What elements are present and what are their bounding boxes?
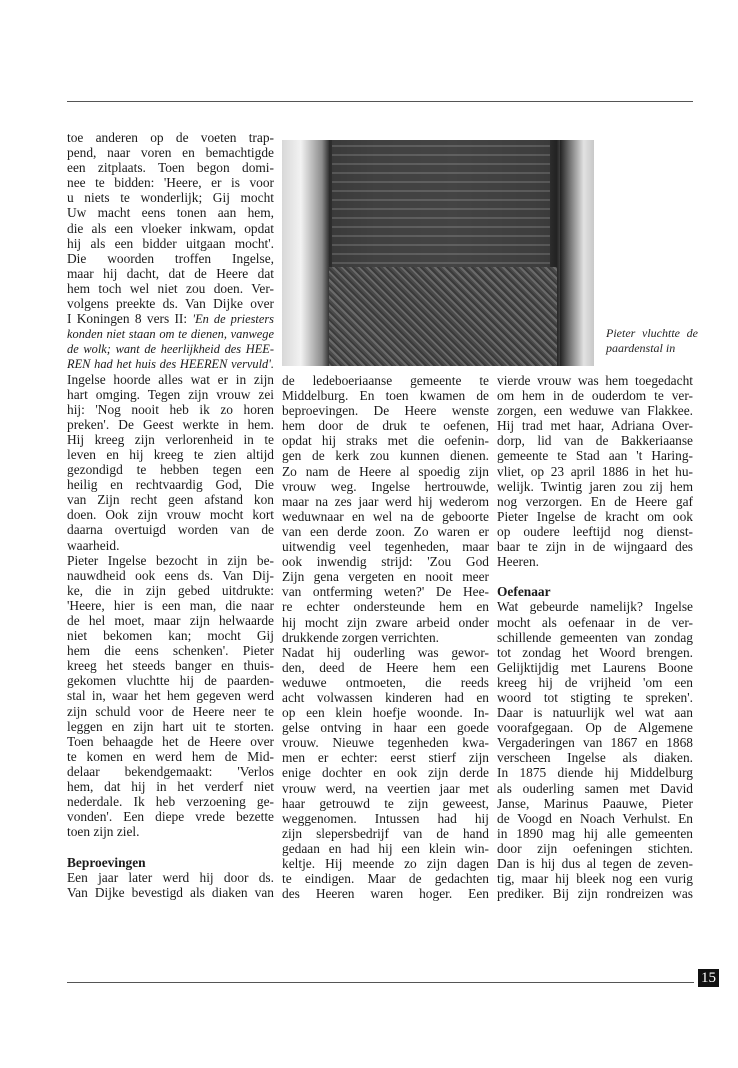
top-rule [67, 101, 693, 102]
line-text: keltje. Hij meende zo zijn dagen [282, 856, 489, 871]
scripture-quote: konden niet staan om te dienen, vanwege [67, 327, 274, 342]
text-line [67, 145, 274, 160]
line-text: dorp, lid van de Bakkeriaanse [497, 433, 693, 449]
line-text: daarna overtuigd worden van de [67, 522, 274, 538]
line-text: hij als een bidder uitgaan mocht'. [67, 235, 274, 251]
line-text: Zo nam de Heere al spoedig zijn [282, 463, 489, 479]
photo-caption [606, 326, 698, 356]
line-text: waarheid. [67, 537, 120, 553]
scripture-quote: REN had het huis des HEEREN vervuld'. [67, 357, 274, 372]
text-line [282, 781, 489, 796]
text-line [497, 645, 693, 660]
line-text: beproevingen. De Heere wenste [282, 403, 489, 419]
text-line [282, 690, 489, 705]
line-text: Een jaar later werd hij door ds. [67, 869, 274, 885]
line-text: haar getrouwd te zijn geweest, [282, 795, 489, 811]
text-line [497, 871, 693, 886]
line-text: de ledeboeriaanse gemeente te [282, 373, 489, 388]
line-text: preken'. De Geest werkte in hem. [67, 416, 274, 432]
text-line [67, 553, 274, 568]
line-text: Pieter Ingelse de kracht om ook [497, 508, 693, 524]
text-line [67, 643, 274, 658]
line-text: Daar is natuurlijk wel wat aan [497, 705, 693, 721]
text-line [497, 750, 693, 765]
stable-floor [326, 267, 557, 366]
line-text: Die woorden troffen Ingelse, [67, 250, 274, 266]
line-text: pend, naar voren en bemachtigde [67, 145, 274, 161]
line-text: verscheen Ingelse als diaken. [497, 750, 693, 766]
text-line [67, 568, 274, 583]
text-line [282, 660, 489, 675]
text-line [67, 507, 274, 522]
line-text: Oefenaar [497, 584, 551, 600]
text-line [67, 613, 274, 628]
text-line [497, 886, 693, 901]
text-line [67, 462, 274, 477]
line-text: Van Dijke bevestigd als diaken van [67, 884, 274, 900]
line-text: door zijn oefeningen stichten. [497, 840, 693, 856]
line-text: in 1890 mag hij alle gemeenten [497, 825, 693, 841]
line-text: volgens preekte ds. Van Dijke over [67, 296, 274, 312]
line-text: tig, maar hij bleek nog een vurig [497, 871, 693, 887]
line-text: vonden'. Een diepe vrede bezette [67, 809, 274, 825]
text-line [497, 388, 693, 403]
text-line [67, 447, 274, 462]
line-text: weduwe ontmoeten, die reeds [282, 674, 489, 690]
door-post-right [560, 140, 594, 366]
line-text: weggenomen. Intussen had hij [282, 810, 489, 826]
text-line [67, 221, 274, 236]
text-line [497, 690, 693, 705]
text-line [497, 675, 693, 690]
text-line [497, 373, 693, 388]
line-text: hem, dat hij in het verderf niet [67, 779, 274, 795]
text-line [497, 630, 693, 645]
scripture-quote: 'En de priesters [192, 312, 274, 327]
line-text: Toen behaagde het de Heere over [67, 733, 274, 749]
line-text: Vergaderingen van 1867 en 1868 [497, 735, 693, 751]
line-text: acht volwassen kinderen had en [282, 689, 489, 705]
caption-line: Pieter vluchtte de [606, 326, 698, 340]
text-line [497, 856, 693, 871]
line-text: enige dochter en ook zijn derde [282, 765, 489, 781]
line-text: als ouderling samen met David [497, 780, 693, 796]
line-text: hij: 'Nog nooit heb ik zo horen [67, 401, 274, 417]
line-text: den, deed de Heere hem een [282, 659, 489, 675]
text-line [282, 403, 489, 418]
text-line [282, 871, 489, 886]
text-line [67, 356, 274, 371]
line-text: Middelburg. En toen kwamen de [282, 388, 489, 404]
line-text: van een derde zoon. Zo waren er [282, 523, 489, 539]
text-line [67, 522, 274, 537]
line-text: nauwdheid ook eens ds. Van Dij- [67, 567, 274, 583]
line-text: In 1875 diende hij Middelburg [497, 765, 693, 781]
line-text: baar te zijn in de wijngaard des [497, 539, 693, 555]
text-line [67, 794, 274, 809]
text-line [282, 645, 489, 660]
text-line [497, 539, 693, 554]
line-text: nog verzorgen. En de Heere gaf [497, 493, 693, 509]
text-line [497, 765, 693, 780]
line-text: hem toch wel niet zou doen. Ver- [67, 280, 274, 296]
line-text: de Voogd en Noach Verhulst. En [497, 810, 693, 826]
line-text: voorafgegaan. Op de Algemene [497, 720, 693, 736]
text-line [282, 448, 489, 463]
line-text: maar hij dacht, dat de Heere dat [67, 265, 274, 281]
line-text: nee te bidden: 'Heere, er is voor [67, 175, 274, 191]
text-line [497, 479, 693, 494]
line-text: op een klein hoefje woonde. In- [282, 705, 489, 721]
line-text: van Zijn recht geen afstand kon [67, 492, 274, 508]
text-line [67, 673, 274, 688]
line-text: toe anderen op de voeten trap- [67, 130, 274, 145]
line-text: re echter ondersteunde hem en [282, 599, 489, 615]
text-line [497, 660, 693, 675]
text-line [282, 433, 489, 448]
line-text: u niets te wonderlijk; Gij mocht [67, 190, 274, 206]
text-line [67, 326, 274, 341]
line-text: een zitplaats. Toen begon domi- [67, 160, 274, 176]
line-text: ook inwendig strijd: 'Zou God [282, 554, 489, 570]
line-text: nederdale. Ik heb verzoening ge- [67, 794, 274, 810]
line-text: Dan is hij dus al tegen de zeven- [497, 856, 693, 871]
line-text: leggen en zijn hart uit te storten. [67, 718, 274, 734]
text-line [67, 236, 274, 251]
text-line [282, 539, 489, 554]
line-text: hem door de druk te oefenen, [282, 418, 489, 434]
text-line [497, 418, 693, 433]
line-text: gelse ontving in haar een goede [282, 720, 489, 736]
line-text: Nadat hij ouderling was gewor- [282, 644, 489, 660]
text-line [497, 781, 693, 796]
line-text: toen zijn ziel. [67, 824, 140, 840]
page-number: 15 [698, 969, 719, 987]
text-line [67, 160, 274, 175]
text-line [282, 615, 489, 630]
text-line [497, 464, 693, 479]
text-line [282, 675, 489, 690]
line-text: te eindigen. Maar de gedachten [282, 871, 489, 887]
line-text: gekomen vluchtte hij de paarden- [67, 673, 274, 689]
text-line [67, 719, 274, 734]
line-text: zijn slepersbedrijf van de hand [282, 825, 489, 841]
text-line [282, 630, 489, 645]
text-line [497, 554, 693, 569]
line-text: vrouw werd, na veertien jaar met [282, 780, 489, 796]
text-line [67, 824, 274, 839]
text-line [497, 494, 693, 509]
text-line [67, 492, 274, 507]
line-text: om hem in de ouderdom te ver- [497, 388, 693, 404]
text-line [497, 524, 693, 539]
text-line [497, 599, 693, 614]
text-line [282, 856, 489, 871]
line-text: vrouw. Nieuwe tegenheden kwa- [282, 735, 489, 751]
text-line [67, 341, 274, 356]
line-text: schillende gemeenten van zondag [497, 629, 693, 645]
text-line [282, 524, 489, 539]
text-line [67, 538, 274, 553]
line-text: zijn schuld voor de Heere neer te [67, 703, 274, 719]
line-text: de hel moet, maar zijn helwaarde [67, 613, 274, 628]
text-line [67, 658, 274, 673]
line-text: hem die eens schenken'. Pieter [67, 643, 274, 659]
line-text: te komen en werd hem de Mid- [67, 748, 274, 764]
line-text: hij mocht zijn zware arbeid onder [282, 614, 489, 630]
text-line [282, 388, 489, 403]
door-post-left [282, 140, 329, 366]
text-line [282, 584, 489, 599]
line-text: vliet, op 23 april 1886 in het hu- [497, 463, 693, 479]
line-text: weduwnaar en wel na de geboorte [282, 508, 489, 524]
text-line [497, 448, 693, 463]
line-text: gezondigd te hebben tegen een [67, 462, 274, 478]
text-line [67, 251, 274, 266]
line-text: kreeg hij de vrijheid 'om een [497, 674, 693, 690]
text-line [282, 796, 489, 811]
line-text: Zijn gena vergeten en nooit meer [282, 569, 489, 585]
text-line [67, 839, 274, 854]
line-text: zorgen, een weduwe van Flakkee. [497, 403, 693, 419]
text-column-3 [497, 373, 693, 901]
text-line [67, 477, 274, 492]
text-line [497, 826, 693, 841]
text-line [67, 175, 274, 190]
text-line [497, 615, 693, 630]
text-line [497, 841, 693, 856]
line-text: opdat hij straks met die oefenin- [282, 433, 489, 449]
text-line [497, 720, 693, 735]
line-text: die als een vloeker inkwam, opdat [67, 220, 274, 236]
line-text: Hij trad met haar, Adriana Over- [497, 418, 693, 434]
stable-photo [282, 140, 594, 366]
line-text: niet bekomen kan; mocht Gij [67, 628, 274, 644]
text-line [67, 190, 274, 205]
text-line [282, 841, 489, 856]
text-line [282, 599, 489, 614]
text-line [282, 479, 489, 494]
line-text: Uw macht eens tonen aan hem, [67, 205, 274, 221]
text-line [497, 569, 693, 584]
caption-line: paardenstal in [606, 341, 676, 355]
line-text: Wat gebeurde namelijk? Ingelse [497, 599, 693, 615]
text-line [282, 735, 489, 750]
text-line [282, 494, 489, 509]
text-line [282, 826, 489, 841]
text-line [282, 554, 489, 569]
section-heading [497, 584, 693, 599]
text-column-1 [67, 130, 274, 900]
line-text: Beproevingen [67, 854, 146, 870]
line-text: uitwendig veel tegenheden, maar [282, 539, 489, 555]
line-text: delaar bekendgemaakt: 'Verlos [67, 763, 274, 779]
text-line [497, 705, 693, 720]
line-text: van ontferming weten?' De Hee- [282, 584, 489, 600]
text-line [497, 796, 693, 811]
line-text: Pieter Ingelse bezocht in zijn be- [67, 552, 274, 568]
section-heading [67, 855, 274, 870]
line-text: maar na zes jaar werd hij wederom [282, 493, 489, 509]
line-text: leven en hij kreeg te zien altijd [67, 446, 274, 462]
line-text: men er echter: eerst stierf zijn [282, 750, 489, 766]
line-text: welijk. Twintig jaren zou zij hem [497, 478, 693, 494]
line-text: prediker. Bij zijn rondreizen was [497, 886, 693, 902]
line-text: op oudere leeftijd nog dienst- [497, 523, 693, 539]
text-line [67, 764, 274, 779]
text-line [497, 735, 693, 750]
text-line [67, 296, 274, 311]
line-text: Gelijktijdig met Laurens Boone [497, 659, 693, 675]
line-text: vrouw weg. Ingelse hertrouwde, [282, 478, 489, 494]
text-line [67, 417, 274, 432]
text-line [282, 705, 489, 720]
line-text: ke, die in zijn gebed uitdrukte: [67, 582, 274, 598]
text-line [67, 779, 274, 794]
text-line [282, 811, 489, 826]
line-text: I Koningen 8 vers II: [67, 311, 193, 327]
text-line [497, 509, 693, 524]
line-text: gedaan en had hij een klein win- [282, 840, 489, 856]
text-line [497, 403, 693, 418]
line-text: gemeente te Stad aan 't Haring- [497, 448, 693, 464]
line-text: Heeren. [497, 554, 540, 570]
text-line [67, 205, 274, 220]
text-line [282, 509, 489, 524]
line-text: gen de kerk zou kunnen dienen. [282, 448, 489, 464]
text-line [67, 628, 274, 643]
line-text: Ingelse hoorde alles wat er in zijn [67, 371, 274, 387]
line-text: hart omging. Tegen zijn vrouw zei [67, 386, 274, 402]
line-text: mocht als oefenaar in de ver- [497, 614, 693, 630]
line-text: tot zondag het Woord brengen. [497, 644, 693, 660]
line-text: drukkende zorgen verrichten. [282, 629, 440, 645]
text-line [282, 886, 489, 901]
text-line [497, 433, 693, 448]
line-text: Hij kreeg zijn verlorenheid in te [67, 431, 274, 447]
text-line [67, 870, 274, 885]
text-line [67, 885, 274, 900]
text-line [67, 432, 274, 447]
line-text: 'Heere, hier is een man, die naar [67, 597, 274, 613]
text-line [67, 372, 274, 387]
text-line [67, 749, 274, 764]
text-line [67, 266, 274, 281]
bottom-rule [67, 982, 694, 983]
text-line [67, 583, 274, 598]
line-text: des Heeren waren hoger. Een [282, 886, 489, 902]
text-line [67, 281, 274, 296]
line-text: Janse, Marinus Paauwe, Pieter [497, 795, 693, 811]
text-column-2 [282, 373, 489, 901]
scripture-quote: de wolk; want de heerlijkheid des HEE- [67, 342, 274, 357]
line-text: stal in, waar het hem gegeven werd [67, 688, 274, 704]
text-line [67, 598, 274, 613]
text-line [282, 750, 489, 765]
text-line [67, 130, 274, 145]
text-line [67, 387, 274, 402]
line-text: kreeg het steeds banger en thuis- [67, 658, 274, 674]
text-line [282, 569, 489, 584]
line-text: doen. Ook zijn vrouw mocht kort [67, 507, 274, 523]
text-line [282, 765, 489, 780]
text-line [282, 373, 489, 388]
text-line [497, 811, 693, 826]
line-text: woord tot stigting te spreken'. [497, 689, 693, 705]
text-line [67, 402, 274, 417]
text-line [67, 809, 274, 824]
text-line [282, 464, 489, 479]
text-line [282, 720, 489, 735]
text-line [67, 734, 274, 749]
text-line [282, 418, 489, 433]
brick-wall [332, 140, 550, 271]
text-line [67, 704, 274, 719]
text-line [67, 311, 274, 326]
line-text: heilig en rechtvaardig God, Die [67, 477, 274, 493]
line-text: vierde vrouw was hem toegedacht [497, 373, 693, 388]
text-line [67, 688, 274, 703]
